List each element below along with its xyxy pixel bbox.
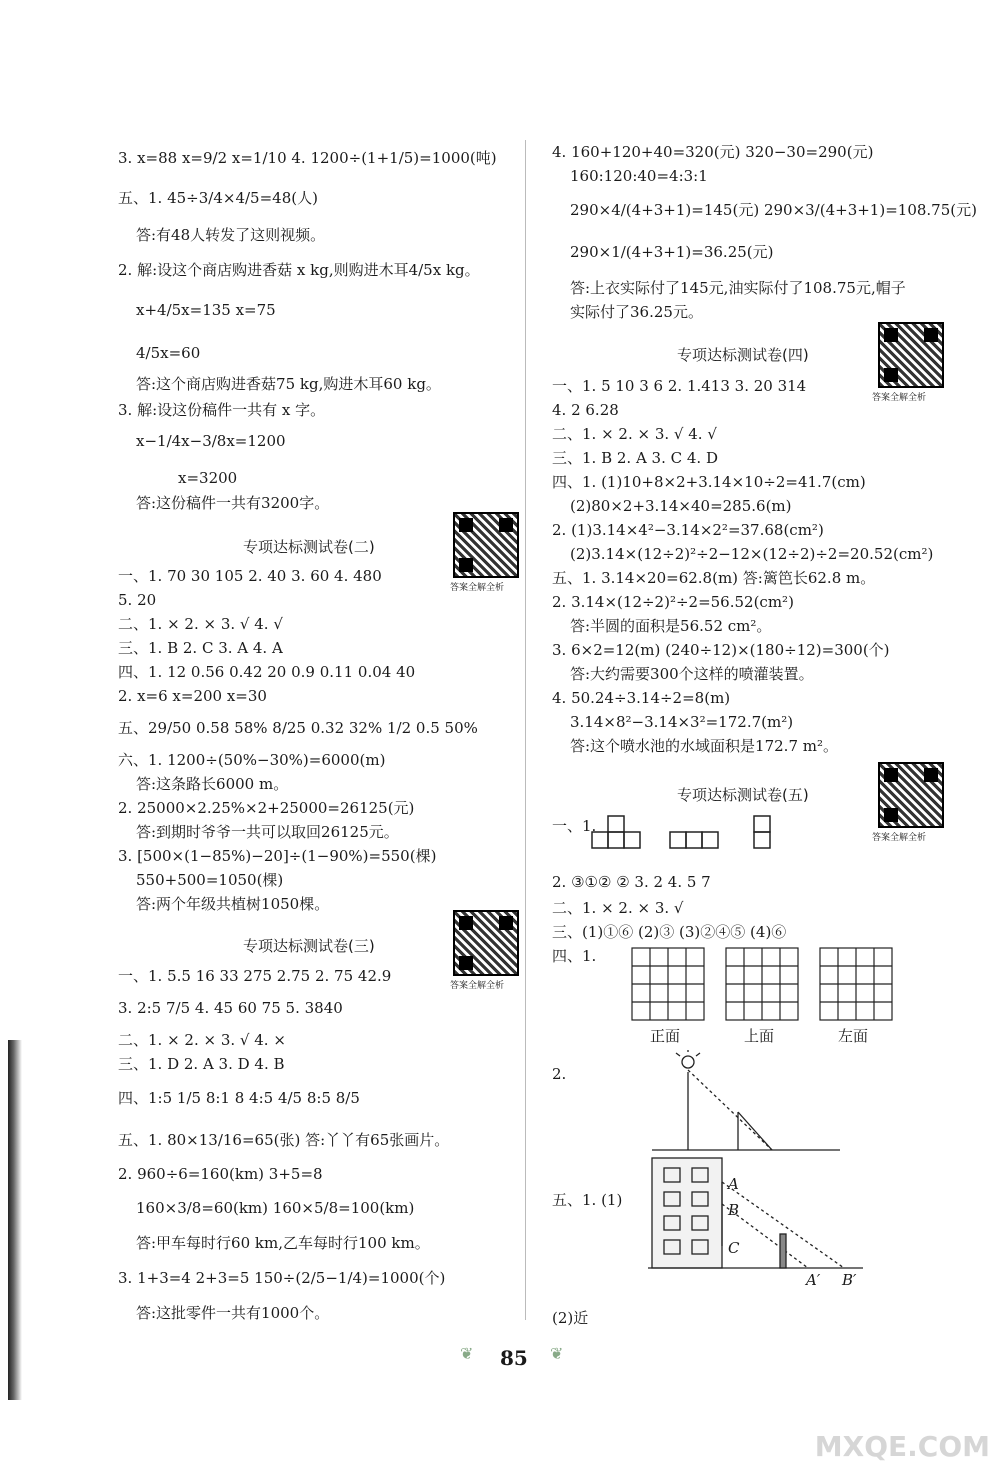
answer-line: 3.14×8²−3.14×3²=172.7(m²) [570,713,794,731]
answer-line: 3. 2:5 7/5 4. 45 60 75 5. 3840 [118,999,343,1017]
answer-line: 实际付了36.25元。 [570,303,703,321]
answer-line: 3. 1+3=4 2+3=5 150÷(2/5−1/4)=1000(个) [118,1269,446,1287]
answer-line: 五、1. (1) [552,1191,623,1209]
qr-label: 答案全解全析 [872,833,927,843]
section-title: 专项达标测试卷(五) [677,786,809,804]
answer-line: 三、1. B 2. C 3. A 4. A [118,639,283,657]
qr-label: 答案全解全析 [450,583,505,593]
answer-line: 4. 160+120+40=320(元) 320−30=290(元) [552,143,874,161]
answer-line: 四、1. (1)10+8×2+3.14×10÷2=41.7(cm) [552,473,866,491]
view-label-left: 左面 [838,1027,869,1045]
answer-line: 三、1. D 2. A 3. D 4. B [118,1055,285,1073]
building-figure [648,1154,868,1284]
answer-line: 290×4/(4+3+1)=145(元) 290×3/(4+3+1)=108.75(元) [570,201,977,219]
page-edge-shadow [8,1040,22,1400]
answer-line: 290×1/(4+3+1)=36.25(元) [570,243,774,261]
page-number: 85 [500,1346,528,1370]
qr-code[interactable] [453,512,519,578]
qr-code[interactable] [453,910,519,976]
answer-line: 3. 6×2=12(m) (240÷12)×(180÷12)=300(个) [552,641,890,659]
shadow-figure [652,1050,842,1155]
view-label-top: 上面 [744,1027,775,1045]
answer-line: 3. [500×(1−85%)−20]÷(1−90%)=550(棵) [118,847,437,865]
answer-line: 三、(1)①⑥ (2)③ (3)②④⑤ (4)⑥ [552,923,787,941]
answer-line: 答:这个商店购进香菇75 kg,购进木耳60 kg。 [136,375,441,393]
answer-line: 答:大约需要300个这样的喷灌装置。 [570,665,814,683]
point-label: B′ [842,1271,857,1289]
answer-line: 四、1:5 1/5 8:1 8 4:5 4/5 8:5 8/5 [118,1089,360,1107]
answer-line: (2)80×2+3.14×40=285.6(m) [570,497,792,515]
answer-line: 2. [552,1065,567,1083]
point-label: A′ [806,1271,821,1289]
answer-line: x+4/5x=135 x=75 [136,301,276,319]
answer-line: 4. 50.24÷3.14÷2=8(m) [552,689,731,707]
section-title: 专项达标测试卷(二) [243,538,375,556]
answer-line: 五、1. 3.14×20=62.8(m) 答:篱笆长62.8 m。 [552,569,876,587]
answer-line: x−1/4x−3/8x=1200 [136,432,286,450]
answer-line: 2. ③①② ② 3. 2 4. 5 7 [552,873,711,891]
answer-line: 答:这批零件一共有1000个。 [136,1304,330,1322]
answer-line: 六、1. 1200÷(50%−30%)=6000(m) [118,751,386,769]
answer-line: 160:120:40=4:3:1 [570,167,708,185]
qr-code[interactable] [878,322,944,388]
answer-line: 答:半圆的面积是56.52 cm²。 [570,617,772,635]
answer-line: 五、1. 45÷3/4×4/5=48(人) [118,189,318,207]
section-title: 专项达标测试卷(四) [677,346,809,364]
leaf-icon: ❦ [460,1344,474,1363]
answer-line: 二、1. × 2. × 3. √ [552,899,684,917]
answer-line: (2)近 [552,1309,589,1327]
answer-line: 二、1. × 2. × 3. √ 4. × [118,1031,286,1049]
answer-line: 答:到期时爷爷一共可以取回26125元。 [136,823,399,841]
answer-line: x=3200 [178,469,238,487]
cube-views-figure [590,806,800,856]
answer-line: 2. 解:设这个商店购进香菇 x kg,则购进木耳4/5x kg。 [118,261,480,279]
answer-line: 550+500=1050(棵) [136,871,284,889]
answer-line: 2. (1)3.14×4²−3.14×2²=37.68(cm²) [552,521,824,539]
answer-line: 四、1. 12 0.56 0.42 20 0.9 0.11 0.04 40 [118,663,416,681]
watermark: MXQE.COM [814,1430,990,1463]
column-divider [525,140,526,1320]
answer-line: 答:上衣实际付了145元,油实际付了108.75元,帽子 [570,279,906,297]
answer-line: 一、1. 5.5 16 33 275 2.75 2. 75 42.9 [118,967,392,985]
answer-line: 答:两个年级共植树1050棵。 [136,895,330,913]
answer-line: 答:甲车每时行60 km,乙车每时行100 km。 [136,1234,430,1252]
answer-line: 2. 25000×2.25%×2+25000=26125(元) [118,799,415,817]
answer-line: 答:这个喷水池的水域面积是172.7 m²。 [570,737,839,755]
answer-line: 三、1. B 2. A 3. C 4. D [552,449,718,467]
qr-label: 答案全解全析 [450,981,505,991]
section-title: 专项达标测试卷(三) [243,937,375,955]
answer-line: 2. 3.14×(12÷2)²÷2=56.52(cm²) [552,593,794,611]
answer-line: 答:这份稿件一共有3200字。 [136,494,330,512]
leaf-icon: ❦ [550,1344,564,1363]
point-label: A [728,1175,739,1193]
answer-line: 4/5x=60 [136,344,201,362]
answer-line: 二、1. × 2. × 3. √ 4. √ [552,425,717,443]
answer-line: 一、1. [552,817,597,835]
answer-line: 4. 2 6.28 [552,401,619,419]
answer-line: 160×3/8=60(km) 160×5/8=100(km) [136,1199,415,1217]
view-label-front: 正面 [650,1027,681,1045]
sun-icon [682,1056,694,1068]
answer-line: 答:这条路长6000 m。 [136,775,289,793]
answer-line: 一、1. 5 10 3 6 2. 1.413 3. 20 314 [552,377,807,395]
answer-line: 五、29/50 0.58 58% 8/25 0.32 32% 1/2 0.5 50% [118,719,478,737]
answer-line: 2. x=6 x=200 x=30 [118,687,267,705]
answer-line: 五、1. 80×13/16=65(张) 答:丫丫有65张画片。 [118,1131,450,1149]
answer-line: 3. 解:设这份稿件一共有 x 字。 [118,401,326,419]
point-label: C [728,1239,740,1257]
point-label: B [728,1201,740,1219]
answer-line: 3. x=88 x=9/2 x=1/10 4. 1200÷(1+1/5)=1000(吨) [118,149,497,167]
answer-line: 5. 20 [118,591,157,609]
answer-line: 答:有48人转发了这则视频。 [136,226,326,244]
answer-line: 二、1. × 2. × 3. √ 4. √ [118,615,283,633]
answer-line: 一、1. 70 30 105 2. 40 3. 60 4. 480 [118,567,382,585]
answer-line: (2)3.14×(12÷2)²÷2−12×(12÷2)÷2=20.52(cm²) [570,545,934,563]
answer-line: 四、1. [552,947,597,965]
qr-code[interactable] [878,762,944,828]
answer-line: 2. 960÷6=160(km) 3+5=8 [118,1165,323,1183]
qr-label: 答案全解全析 [872,393,927,403]
